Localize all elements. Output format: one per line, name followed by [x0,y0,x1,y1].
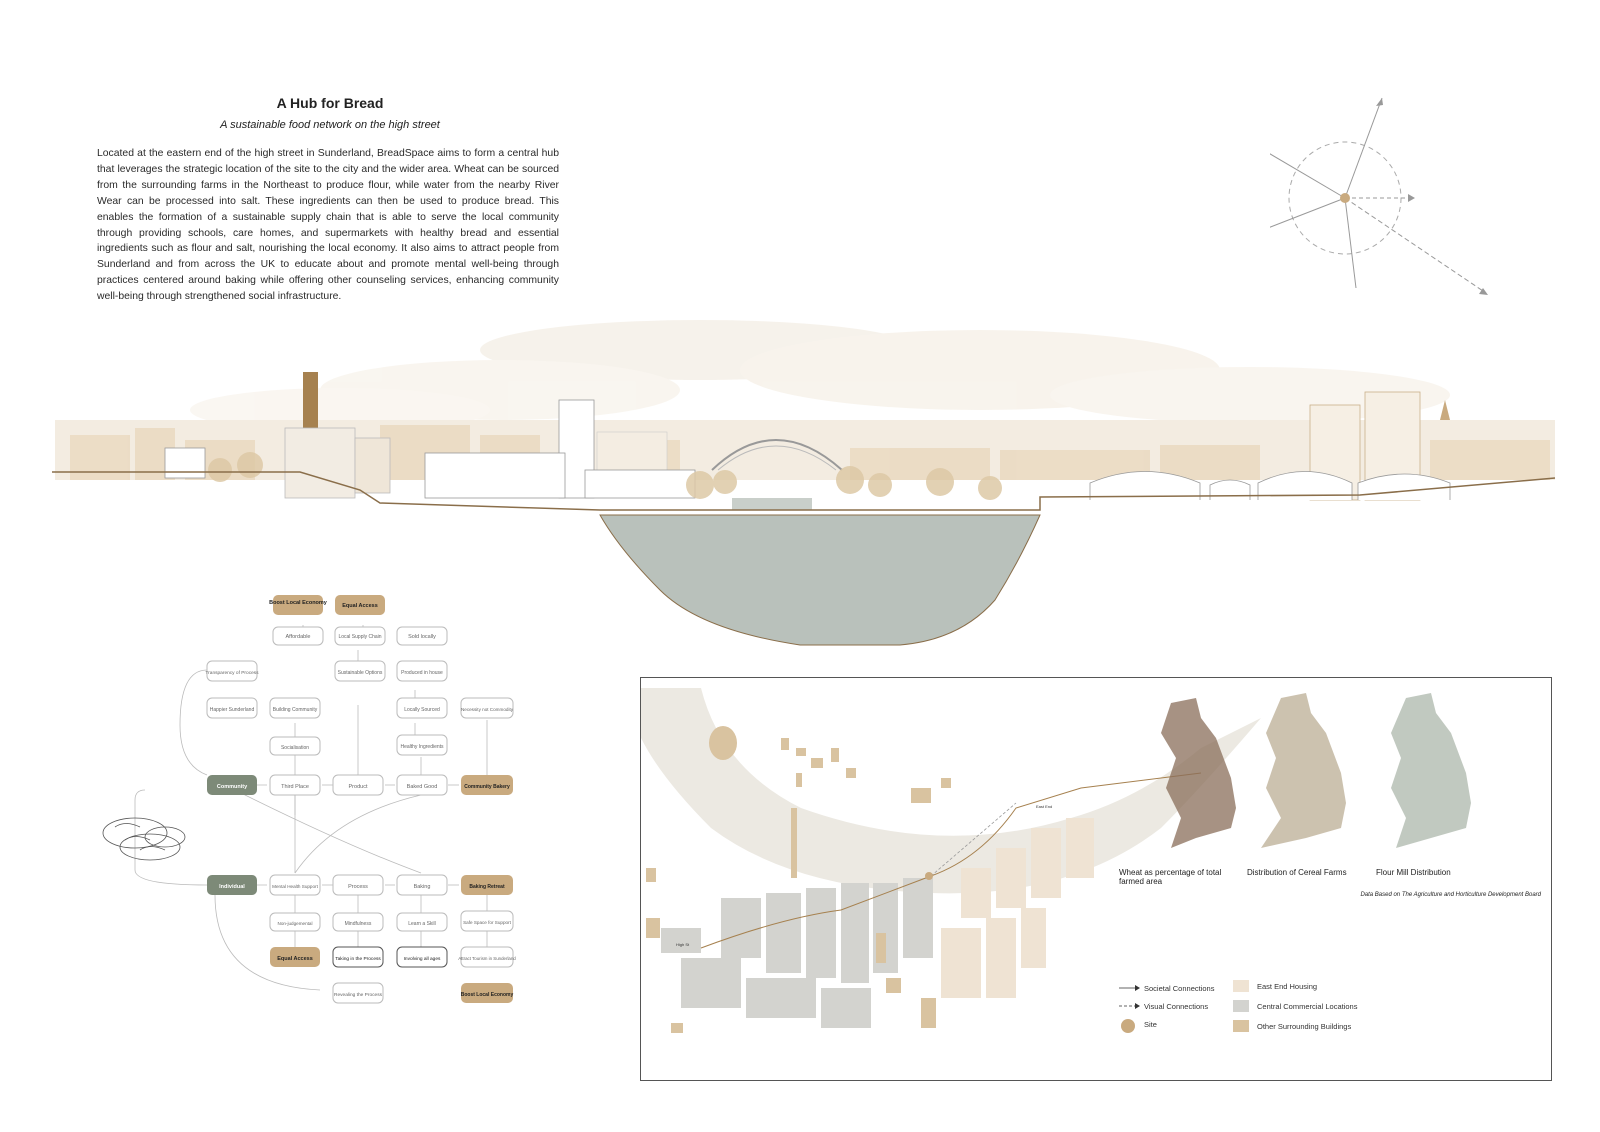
svg-text:Societal Connections: Societal Connections [1144,984,1215,993]
node-sold-locally [397,627,447,645]
node-baking-retreat [461,875,513,895]
svg-text:Necessity not Commodity: Necessity not Commodity [460,707,514,712]
svg-text:East End Housing: East End Housing [1257,982,1318,991]
svg-text:Baking Retreat: Baking Retreat [469,884,505,890]
page-subtitle: A sustainable food network on the high street [220,119,440,131]
svg-text:Produced in house: Produced in house [401,670,443,676]
svg-text:Equal Access: Equal Access [277,956,313,962]
node-healthy-ingredients [397,735,447,755]
svg-text:Locally Sourced: Locally Sourced [404,707,440,713]
svg-text:Involving all ages: Involving all ages [403,957,441,962]
flow-diagram [95,595,555,1035]
node-revealing-process [333,983,383,1003]
site-legend-dot [1121,1019,1135,1033]
svg-text:Site: Site [1144,1020,1157,1029]
svg-text:Third Place: Third Place [281,784,309,790]
site-map-panel [640,677,1552,1081]
housing-block [425,453,565,498]
node-product [333,775,383,795]
uk-caption-cereal: Distribution of Cereal Farms [1247,868,1347,877]
svg-text:Attract Tourism in Sunderland: Attract Tourism in Sunderland [458,956,516,961]
node-happier-sunderland [207,698,257,718]
node-community [207,775,257,795]
node-sustainable-options [335,661,385,681]
node-boost-local-economy-top [269,595,328,615]
east-end-housing-swatch [1233,980,1249,992]
svg-text:Mindfulness: Mindfulness [344,921,372,927]
intro-paragraph: Located at the eastern end of the high street in Sunderland, BreadSpace aims to form a central hub that leverages the strategic location of the site to the city and the wider area. Wheat can be sourced from the surrounding farms in the Northeast to produce flour, while water from the nearby River Wear can be processed into salt. These ingredients can then be used to produce bread. This enables the formation of a sustainable supply chain that is able to serve the local community through providing schools, care homes, and supermarkets with healthy bread and essential ingredients such as flour and salt, nourishing the local economy. It also aims to attract people from Sunderland and from across the UK to educate about and promote mental well-being through practices centered around baking while offering other counseling services, enhancing community well-being through strengthened social infrastructure. [97,148,559,303]
svg-text:Learn a Skill: Learn a Skill [408,921,436,927]
left-building [285,428,355,498]
node-local-supply-chain [335,627,385,645]
svg-text:Transparency of Process: Transparency of Process [205,671,259,676]
uk-caption-wheat: Wheat as percentage of total farmed area [1119,868,1222,886]
node-affordable [273,627,323,645]
node-necessity [461,698,514,718]
svg-text:Visual Connections: Visual Connections [1144,1002,1209,1011]
bridge-deck [732,498,812,510]
node-involving-all-ages [397,947,447,967]
node-baked-good [397,775,447,795]
central-commercial-swatch [1233,1000,1249,1012]
sw-line [1270,198,1345,235]
node-transparency [205,661,259,681]
svg-text:Sustainable Options: Sustainable Options [337,670,383,676]
svg-text:Equal Access: Equal Access [342,603,378,609]
river-wear [600,515,1040,645]
data-source-note: Data Based on The Agriculture and Horticulture Development Board [1360,892,1541,898]
node-third-place [270,775,320,795]
map-legend [1119,980,1358,1033]
svg-text:Sold locally: Sold locally [408,634,436,640]
central-commercial-blocks [661,878,933,1028]
site-map [641,678,1551,1080]
node-building-community [270,698,320,718]
svg-text:Process: Process [348,884,368,890]
svg-text:Product: Product [348,784,368,790]
svg-text:Safe Space for Support: Safe Space for Support [463,920,511,925]
svg-text:Revealing the Process: Revealing the Process [334,993,382,998]
node-mindfulness [333,913,383,931]
page-title: A Hub for Bread [276,95,384,111]
west-line [1270,148,1345,198]
svg-text:Boost Local Economy: Boost Local Economy [269,600,327,606]
high-st-label: High St [676,942,690,947]
svg-text:Central Commercial Locations: Central Commercial Locations [1257,1002,1358,1011]
node-learn-skill [397,913,447,931]
svg-text:Affordable: Affordable [285,634,311,640]
bread-illustration [103,818,185,860]
node-baking [397,875,447,895]
uk-map-flour-mills [1391,693,1471,848]
svg-text:Healthy Ingredients: Healthy Ingredients [400,744,444,750]
node-mental-health [270,875,320,895]
node-locally-sourced [397,698,447,718]
node-boost-local-economy-bottom [461,983,514,1003]
node-produced-in-house [397,661,447,681]
svg-text:Community: Community [216,784,248,790]
node-taking-in-process [333,947,383,967]
svg-text:Socialisation: Socialisation [280,745,310,751]
node-non-judgemental [270,913,320,931]
node-equal-access-bottom [270,947,320,967]
se-line [1345,198,1486,293]
svg-text:Baked Good: Baked Good [406,784,438,790]
svg-text:Mental Health Support: Mental Health Support [272,884,318,889]
node-safe-space [461,911,513,931]
node-community-bakery [461,775,513,795]
svg-text:Boost Local Economy: Boost Local Economy [460,992,514,998]
uk-caption-flour: Flour Mill Distribution [1376,868,1451,877]
south-line [1345,198,1356,288]
uk-map-cereal-farms [1261,693,1346,848]
site-marker [1340,193,1350,203]
sky-clouds [190,320,1450,432]
svg-text:Happier Sunderland: Happier Sunderland [209,707,255,713]
node-equal-access-top [335,595,385,615]
east-end-label: East End [1036,804,1053,809]
node-socialisation [270,737,320,755]
svg-text:Building Community: Building Community [272,707,318,713]
other-buildings-swatch [1233,1020,1249,1032]
svg-text:Baking: Baking [413,884,431,890]
node-individual [207,875,257,895]
svg-text:Individual: Individual [219,884,245,890]
svg-text:Taking in the Process: Taking in the Process [335,957,381,962]
svg-text:Local Supply Chain: Local Supply Chain [338,634,382,640]
svg-text:Non-judgemental: Non-judgemental [277,921,313,926]
svg-text:Community Bakery: Community Bakery [464,784,510,790]
north-line [1345,98,1382,198]
uk-map-wheat [1161,698,1236,848]
node-process [333,875,383,895]
site-marker-map [925,872,933,880]
svg-text:Other Surrounding Buildings: Other Surrounding Buildings [1257,1022,1352,1031]
node-attract-tourism [458,947,516,967]
compass-diagram [1270,90,1530,310]
